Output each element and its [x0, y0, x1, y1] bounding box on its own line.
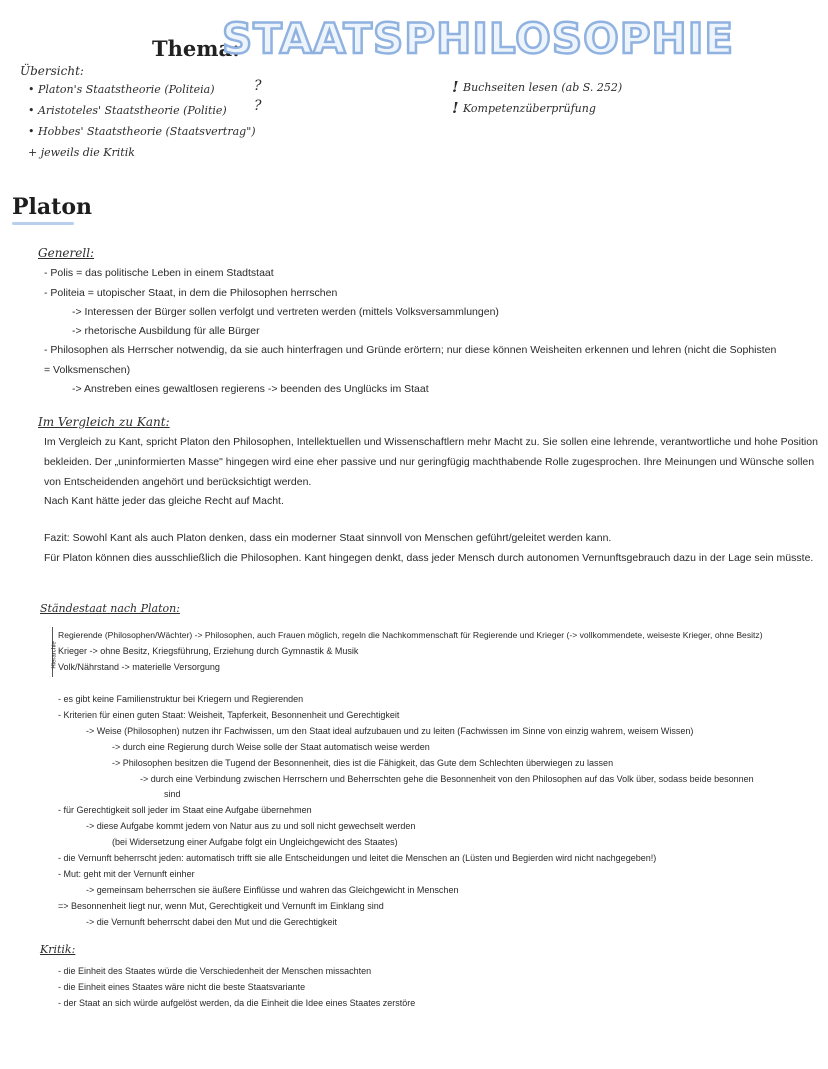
staende-heading: Ständestaat nach Platon: [40, 602, 180, 615]
staende-line: - Mut: geht mit der Vernunft einher [58, 869, 195, 879]
generell-line: - Politeia = utopischer Staat, in dem die Philosophen herrschen [44, 287, 338, 299]
todo-item: Kompetenzüberprüfung [463, 102, 596, 115]
title-underline [12, 222, 74, 225]
section-title-platon: Platon [12, 194, 92, 220]
vergleich-heading: Im Vergleich zu Kant: [38, 415, 170, 429]
overview-item: • Platon's Staatstheorie (Politeia) [28, 83, 215, 96]
overview-item: • Hobbes' Staatstheorie (Staatsvertrag") [28, 125, 256, 138]
kritik-line: - der Staat an sich würde aufgelöst werden, da die Einheit die Idee eines Staates zerstöre [58, 998, 416, 1008]
generell-heading: Generell: [38, 246, 95, 260]
page-title: STAATSPHILOSOPHIE [222, 14, 735, 63]
todo-item: Buchseiten lesen (ab S. 252) [463, 81, 623, 94]
generell-line: - Philosophen als Herrscher notwendig, da sie auch hinterfragen und Gründe erörtern; nur diese können Weisheiten erkennen und lehren (nicht die Sophisten = Volksmenschen) [44, 344, 777, 376]
staende-line: -> durch eine Regierung durch Weise solle der Staat automatisch weise werden [112, 742, 430, 752]
vergleich-paragraph: Nach Kant hätte jeder das gleiche Recht auf Macht. [44, 495, 284, 507]
overview-item: • Aristoteles' Staatstheorie (Politie) [28, 104, 227, 117]
todo-exclamation-icon: ! [452, 78, 459, 96]
hierarchy-level: Regierende (Philosophen/Wächter) -> Philosophen, auch Frauen möglich, regeln die Nachkommenschaft für Regierende und Krieger (-> vollkommendete, weiseste Krieger, ohne Besitz) [58, 630, 763, 640]
staende-line: sind [164, 789, 181, 799]
kritik-heading: Kritik: [40, 943, 76, 956]
overview-heading: Übersicht: [20, 64, 84, 78]
question-mark: ? [254, 98, 262, 114]
generell-line: -> Interessen der Bürger sollen verfolgt und vertreten werden (mittels Volksversammlungen) [72, 306, 499, 318]
hierarchy-level: Krieger -> ohne Besitz, Kriegsführung, Erziehung durch Gymnastik & Musik [58, 646, 359, 656]
staende-line: - die Vernunft beherrscht jeden: automatisch trifft sie alle Entscheidungen und leitet die Menschen an (Lüsten und Begierden wird nicht nachgegeben!) [58, 853, 657, 863]
staende-line: -> durch eine Verbindung zwischen Herrschern und Beherrschten gehe die Besonnenheit von den Philosophen auf das Volk über, sodass beide besonnen [140, 774, 754, 784]
staende-line: -> gemeinsam beherrschen sie äußere Einflüsse und wahren das Gleichgewicht in Menschen [86, 885, 459, 895]
generell-line: -> rhetorische Ausbildung für alle Bürger [72, 325, 260, 337]
hierarchy-level: Volk/Nährstand -> materielle Versorgung [58, 662, 220, 672]
vergleich-paragraph: Im Vergleich zu Kant, spricht Platon den Philosophen, Intellektuellen und Wissenschaftlern mehr Macht zu. Sie sollen eine lehrende, verantwortliche und hohe Position bekleiden. Der „uninformierten Masse" hingegen wird eine eher passive und nur geringfügig machthabende Rolle zugesprochen. Ihre Meinungen und Wünsche sollen von Entscheidenden angehört und berücksichtigt werden. [44, 436, 818, 488]
fazit-line: Fazit: Sowohl Kant als auch Platon denken, dass ein moderner Staat sinnvoll von Menschen geführt/geleitet werden kann. [44, 532, 612, 544]
staende-line: -> die Vernunft beherrscht dabei den Mut und die Gerechtigkeit [86, 917, 337, 927]
staende-line: - Kriterien für einen guten Staat: Weisheit, Tapferkeit, Besonnenheit und Gerechtigkeit [58, 710, 400, 720]
staende-line: -> diese Aufgabe kommt jedem von Natur aus zu und soll nicht gewechselt werden [86, 821, 416, 831]
staende-line: (bei Widersetzung einer Aufgabe folgt ein Ungleichgewicht des Staates) [112, 837, 398, 847]
kritik-line: - die Einheit des Staates würde die Verschiedenheit der Menschen missachten [58, 966, 372, 976]
question-mark: ? [254, 78, 262, 94]
staende-line: -> Philosophen besitzen die Tugend der Besonnenheit, dies ist die Fähigkeit, das Gute dem Schlechten überwiegen zu lassen [112, 758, 614, 768]
staende-line: => Besonnenheit liegt nur, wenn Mut, Gerechtigkeit und Vernunft im Einklang sind [58, 901, 384, 911]
thema-label: Thema: [152, 36, 240, 61]
generell-line: -> Anstreben eines gewaltlosen regierens -> beenden des Unglücks im Staat [72, 383, 429, 395]
overview-item: + jeweils die Kritik [28, 146, 135, 159]
staende-line: - es gibt keine Familienstruktur bei Kriegern und Regierenden [58, 694, 304, 704]
hierarchy-label: Hierarchie [51, 641, 58, 669]
staende-line: - für Gerechtigkeit soll jeder im Staat eine Aufgabe übernehmen [58, 805, 312, 815]
todo-exclamation-icon: ! [452, 99, 459, 117]
staende-line: -> Weise (Philosophen) nutzen ihr Fachwissen, um den Staat ideal aufzubauen und zu leiten (Fachwissen im Sinne von einzig wahrem, weisem Wissen) [86, 726, 694, 736]
kritik-line: - die Einheit eines Staates wäre nicht die beste Staatsvariante [58, 982, 306, 992]
generell-line: - Polis = das politische Leben in einem Stadtstaat [44, 267, 274, 279]
fazit-line: Für Platon können dies ausschließlich die Philosophen. Kant hingegen denkt, dass jeder Mensch durch autonomen Vernunftsgebrauch dazu in der Lage sein müsste. [44, 552, 814, 564]
